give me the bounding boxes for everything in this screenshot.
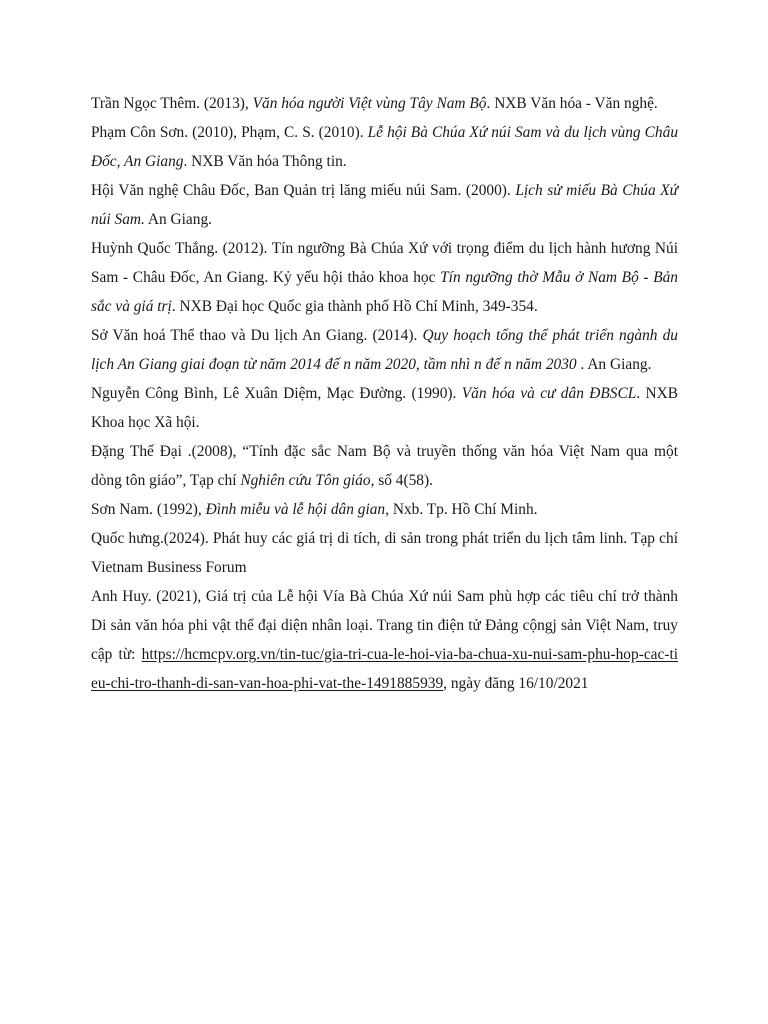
reference-entry [91,437,678,495]
reference-text: , số 4(58). [370,472,433,489]
reference-text: Hội Văn nghệ Châu Đốc, Ban Quản trị lăng miếu núi Sam. (2000). [91,182,516,199]
reference-text: Huỳnh Quốc Thắng. (2012). Tín ngưỡng Bà Chúa Xứ với trọng điểm du lịch hành hương Núi Sam - Châu Đốc, An Giang. Kỷ yếu hội thảo khoa học [91,240,678,286]
reference-text: Sở Văn hoá Thể thao và Du lịch An Giang. (2014). [91,327,423,344]
reference-entry [91,321,678,379]
reference-text: Trần Ngọc Thêm. (2013), [91,95,253,112]
reference-entry [91,524,678,582]
reference-text: An Giang. [144,211,212,228]
reference-entry [91,582,678,698]
reference-text: . NXB Đại học Quốc gia thành phố Hồ Chí Minh, 349-354. [171,298,538,315]
reference-title: Lịch sử miếu Bà Chúa Xứ núi Sam. [91,182,678,228]
reference-entry [91,176,678,234]
reference-text: . NXB Khoa học Xã hội. [91,385,678,431]
reference-entry [91,495,678,524]
reference-entry [91,118,678,176]
reference-entry [91,379,678,437]
reference-entry [91,89,678,118]
reference-text: Nguyễn Công Bình, Lê Xuân Diệm, Mạc Đường. (1990). [91,385,462,402]
reference-title: Đình miễu và lễ hội dân gian [205,501,386,518]
reference-text: Quốc hưng.(2024). Phát huy các giá trị di tích, di sản trong phát triển du lịch tâm linh. Tạp chí Vietnam Business Forum [91,530,678,576]
reference-title: Quy hoạch tổng thể phát triển ngành du lịch An Giang giai đoạn từ năm 2014 đế n năm 2020, tầm nhì n đế n năm 2030 [91,327,678,373]
reference-text: . An Giang. [576,356,652,373]
reference-text: , Nxb. Tp. Hồ Chí Minh. [385,501,538,518]
reference-text: Anh Huy. (2021), Giá trị của Lễ hội Vía Bà Chúa Xứ núi Sam phù hợp các tiêu chí trở thành Di sản văn hóa phi vật thể đại diện nhân loại. Trang tin điện tử Đảng cộngj sản Việt Nam, truy cập từ: [91,588,678,663]
reference-title: Văn hóa người Việt vùng Tây Nam Bộ [252,95,487,112]
reference-text: , ngày đăng 16/10/2021 [443,675,589,692]
reference-text: Phạm Côn Sơn. (2010), Phạm, C. S. (2010). [91,124,368,141]
reference-title: Tín ngưỡng thờ Mẫu ở Nam Bộ - Bản sắc và giá trị [91,269,679,315]
reference-text: . NXB Văn hóa - Văn nghệ. [486,95,658,112]
reference-text: Đặng Thế Đại .(2008), “Tính đặc sắc Nam Bộ và truyền thống văn hóa Việt Nam qua một dòng tôn giáo”, Tạp chí [91,443,678,489]
reference-title: Văn hóa và cư dân ĐBSCL [461,385,637,402]
reference-title: Nghiên cứu Tôn giáo [240,472,371,489]
reference-text: . NXB Văn hóa Thông tin. [183,153,347,170]
reference-entry [91,234,678,321]
reference-list [91,89,678,698]
reference-title: Lễ hội Bà Chúa Xứ núi Sam và du lịch vùng Châu Đốc, An Giang [91,124,679,170]
reference-url-link[interactable]: https://hcmcpv.org.vn/tin-tuc/gia-tri-cua-le-hoi-via-ba-chua-xu-nui-sam-phu-hop-cac-tieu-chi-tro-thanh-di-san-van-hoa-phi-vat-the-1491885939 [91,646,678,692]
reference-text: Sơn Nam. (1992), [91,501,206,518]
